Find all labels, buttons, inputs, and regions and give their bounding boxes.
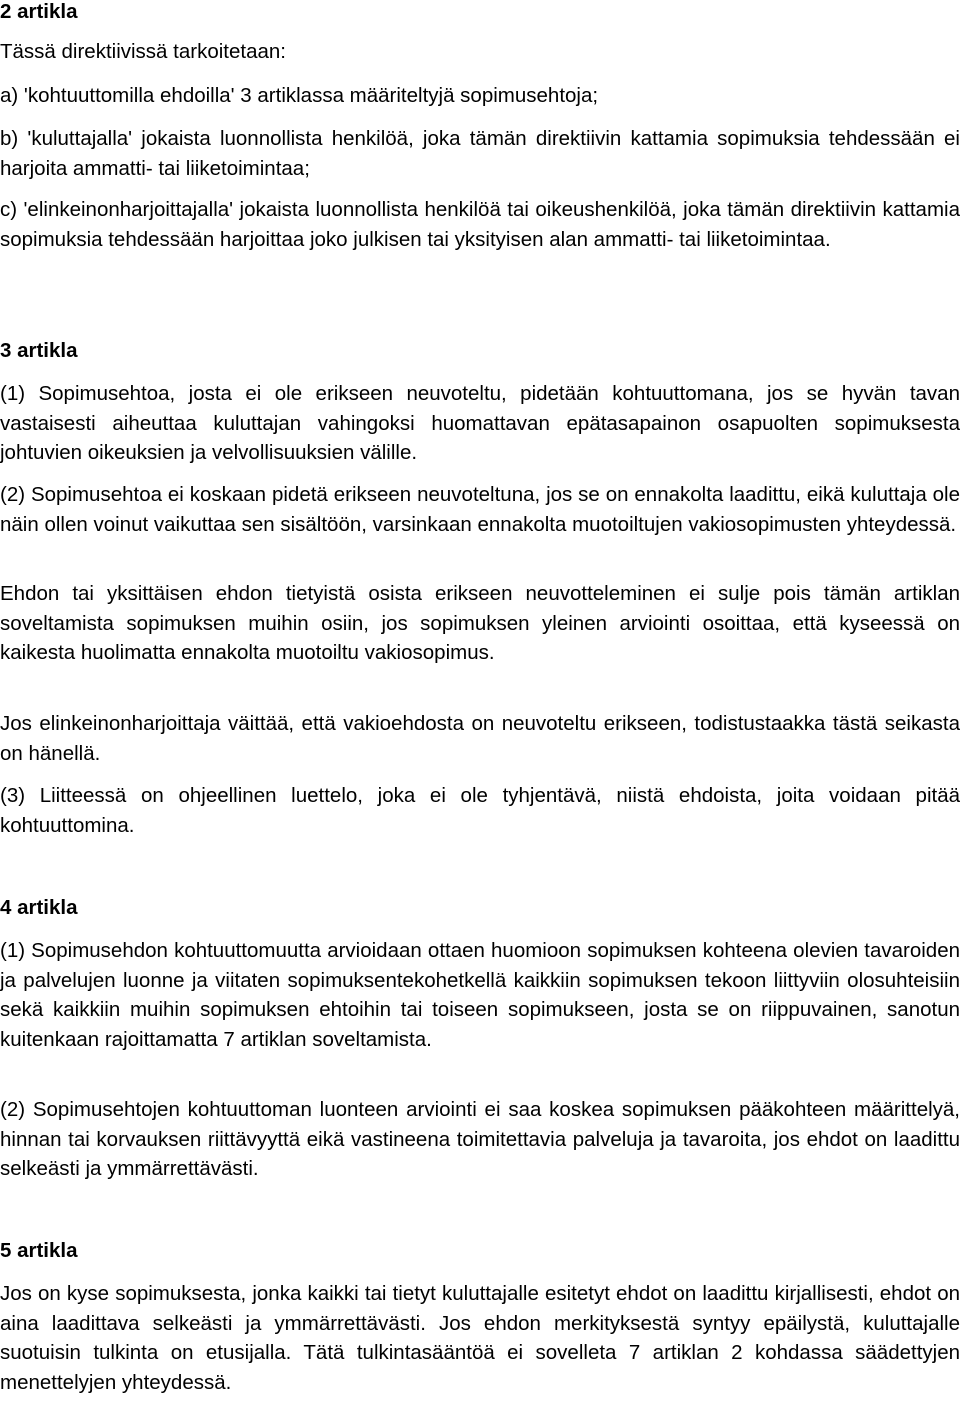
- article-2-intro: Tässä direktiivissä tarkoitetaan:: [0, 40, 286, 63]
- article-2-definition-c: c) 'elinkeinonharjoittajalla' jokaista luonnollista henkilöä tai oikeushenkilöä, joka tämän direktiivin kattamia sopimuksia tehdessään harjoittaa joko julkisen tai yksityisen alan ammatti- tai liiketoimintaa.: [0, 198, 960, 251]
- article-3-heading: 3 artikla: [0, 339, 78, 362]
- article-3-paragraph-2: (2) Sopimusehtoa ei koskaan pidetä erikseen neuvoteltuna, jos se on ennakolta laadittu, eikä kuluttaja ole näin ollen voinut vaikuttaa sen sisältöön, varsinkaan ennakolta muotoiltujen vakiosopimusten yhteydessä.: [0, 483, 960, 536]
- article-4-paragraph-2: (2) Sopimusehtojen kohtuuttoman luonteen arviointi ei saa koskea sopimuksen pääkohteen määrittelyä, hinnan tai korvauksen riittävyyttä eikä vastineena toimitettavia palveluja ja tavaroita, jos ehdot on laadittu selkeästi ja ymmärrettävästi.: [0, 1098, 960, 1180]
- article-3-paragraph-3: Ehdon tai yksittäisen ehdon tietyistä osista erikseen neuvotteleminen ei sulje pois tämän artiklan soveltamista sopimuksen muihin osiin, jos sopimuksen yleinen arviointi osoittaa, että kyseessä on kaikesta huolimatta ennakolta muotoiltu vakiosopimus.: [0, 582, 960, 664]
- article-5-heading: 5 artikla: [0, 1239, 78, 1262]
- article-3-paragraph-5: (3) Liitteessä on ohjeellinen luettelo, joka ei ole tyhjentävä, niistä ehdoista, joita voidaan pitää kohtuuttomina.: [0, 784, 960, 837]
- article-2-definition-b: b) 'kuluttajalla' jokaista luonnollista henkilöä, joka tämän direktiivin kattamia sopimuksia tehdessään ei harjoita ammatti- tai liiketoimintaa;: [0, 127, 960, 180]
- article-4-paragraph-1: (1) Sopimusehdon kohtuuttomuutta arvioidaan ottaen huomioon sopimuksen kohteena olevien tavaroiden ja palvelujen luonne ja viitaten sopimuksentekohetkellä kaikkiin sopimuksen tekoon liittyviin olosuhteisiin sekä kaikkiin muihin sopimuksen ehtoihin tai toiseen sopimukseen, josta se on riippuvainen, sanotun kuitenkaan rajoittamatta 7 artiklan soveltamista.: [0, 939, 960, 1051]
- article-5-paragraph-1: Jos on kyse sopimuksesta, jonka kaikki tai tietyt kuluttajalle esitetyt ehdot on laadittu kirjallisesti, ehdot on aina laadittava selkeästi ja ymmärrettävästi. Jos ehdon merkityksestä syntyy epäilystä, kuluttajalle suotuisin tulkinta on etusijalla. Tätä tulkintasääntöä ei sovelleta 7 artiklan 2 kohdassa säädettyjen menettelyjen yhteydessä.: [0, 1282, 960, 1394]
- article-2-definition-a: a) 'kohtuuttomilla ehdoilla' 3 artiklassa määriteltyjä sopimusehtoja;: [0, 84, 599, 107]
- article-2-heading: 2 artikla: [0, 0, 78, 23]
- article-4-heading: 4 artikla: [0, 896, 78, 919]
- article-3-paragraph-4: Jos elinkeinonharjoittaja väittää, että vakioehdosta on neuvoteltu erikseen, todistustaakka tästä seikasta on hänellä.: [0, 712, 960, 765]
- article-3-paragraph-1: (1) Sopimusehtoa, josta ei ole erikseen neuvoteltu, pidetään kohtuuttomana, jos se hyvän tavan vastaisesti aiheuttaa kuluttajan vahingoksi huomattavan epätasapainon osapuolten sopimuksesta johtuvien oikeuksien ja velvollisuuksien välille.: [0, 382, 960, 464]
